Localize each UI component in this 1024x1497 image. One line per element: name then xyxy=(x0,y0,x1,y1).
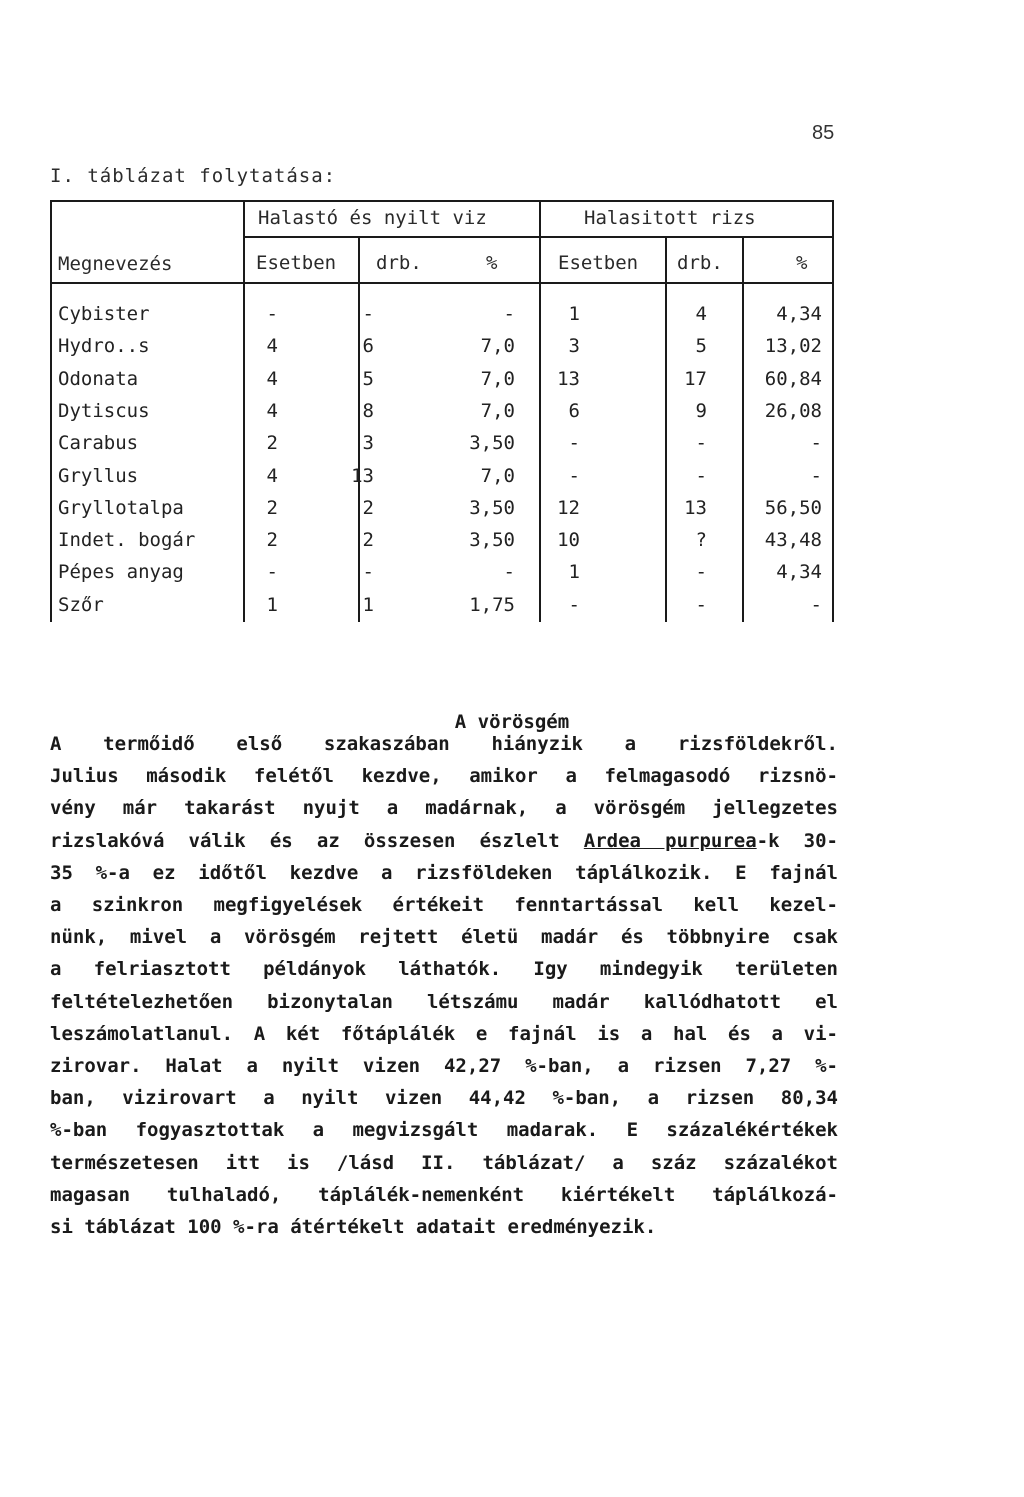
cell-percent-open-water: 7,0 xyxy=(480,335,515,358)
cell-cases-open-water: 4 xyxy=(266,367,278,390)
cell-cases-open-water: 2 xyxy=(266,496,278,519)
cell-count-rice: 9 xyxy=(695,399,707,422)
table-caption: I. táblázat folytatása: xyxy=(50,165,337,187)
paragraph-line: A termőidő első szakaszában hiányzik a rizsföldekről. xyxy=(50,733,838,755)
subheader-count-2: drb. xyxy=(677,252,723,274)
paragraph-line: Julius második felétől kezdve, amikor a felmagasodó rizsnö- xyxy=(50,765,838,788)
cell-percent-rice: 4,34 xyxy=(776,303,822,325)
cell-percent-open-water: - xyxy=(503,303,515,325)
cell-cases-open-water: 4 xyxy=(266,399,278,422)
cell-cases-rice: 6 xyxy=(568,399,580,422)
paragraph-line: rizslakóvá válik és az összesen észlelt Ardea purpurea-k 30- xyxy=(50,829,838,852)
cell-cases-rice: 3 xyxy=(568,335,580,358)
cell-cases-rice: 1 xyxy=(568,561,580,584)
cell-percent-open-water: 3,50 xyxy=(469,496,515,519)
cell-percent-open-water: 1,75 xyxy=(469,593,515,616)
group-header-rice: Halasitott rizs xyxy=(584,207,756,229)
page-number: 85 xyxy=(812,122,835,144)
cell-cases-rice: - xyxy=(568,593,580,616)
group-header-open-water: Halastó és nyilt viz xyxy=(258,207,487,229)
cell-count-open-water: 1 xyxy=(362,593,374,616)
paragraph-line: a felriasztott példányok láthatók. Igy mindegyik területen xyxy=(50,958,838,981)
cell-count-rice: - xyxy=(695,432,707,455)
cell-count-open-water: 8 xyxy=(362,399,374,422)
cell-count-open-water: - xyxy=(362,303,374,325)
cell-percent-open-water: 3,50 xyxy=(469,432,515,455)
cell-percent-open-water: 7,0 xyxy=(480,367,515,390)
paragraph-line: zirovar. Halat a nyilt vizen 42,27 %-ban, a rizsen 7,27 %- xyxy=(50,1055,838,1078)
cell-cases-open-water: 4 xyxy=(266,464,278,487)
cell-percent-rice: 43,48 xyxy=(764,529,822,552)
cell-percent-open-water: 3,50 xyxy=(469,529,515,552)
row-name: Hydro..s xyxy=(58,335,150,358)
cell-cases-open-water: 2 xyxy=(266,529,278,552)
row-name: Indet. bogár xyxy=(58,529,196,552)
cell-count-rice: - xyxy=(695,561,707,584)
subheader-cases-2: Esetben xyxy=(558,252,639,274)
subheader-cases-1: Esetben xyxy=(256,252,337,274)
paragraph-line: ban, vizirovart a nyilt vizen 44,42 %-ban, a rizsen 80,34 xyxy=(50,1087,838,1110)
paragraph-line: magasan tulhaladó, táplálék-nemenként kiértékelt táplálkozá- xyxy=(50,1183,838,1206)
row-name: Odonata xyxy=(58,367,139,390)
cell-count-open-water: 2 xyxy=(362,496,374,519)
cell-count-rice: 4 xyxy=(695,303,707,325)
cell-percent-rice: 26,08 xyxy=(764,399,822,422)
paragraph-line: 35 %-a ez időtől kezdve a rizsföldeken táplálkozik. E fajnál xyxy=(50,861,838,884)
cell-percent-rice: - xyxy=(810,464,822,487)
cell-cases-open-water: - xyxy=(266,303,278,325)
cell-percent-open-water: 7,0 xyxy=(480,399,515,422)
paragraph-line: %-ban fogyasztottak a megvizsgált madarak. E százalékértékek xyxy=(50,1119,838,1142)
cell-count-rice: - xyxy=(695,593,707,616)
cell-percent-rice: - xyxy=(810,593,822,616)
cell-percent-rice: 56,50 xyxy=(764,496,822,519)
paragraph-line: feltételezhetően bizonytalan létszámu madár kallódhatott el xyxy=(50,990,838,1013)
row-name: Carabus xyxy=(58,432,139,455)
cell-cases-open-water: 2 xyxy=(266,432,278,455)
cell-count-rice: 17 xyxy=(684,367,707,390)
cell-count-open-water: 5 xyxy=(362,367,374,390)
paragraph-line: természetesen itt is /lásd II. táblázat/ a száz százalékot xyxy=(50,1151,838,1174)
cell-percent-open-water: - xyxy=(503,561,515,584)
cell-count-open-water: 2 xyxy=(362,529,374,552)
row-name: Szőr xyxy=(58,593,104,616)
cell-cases-rice: - xyxy=(568,432,580,455)
subheader-count-1: drb. xyxy=(376,252,422,274)
cell-cases-open-water: 1 xyxy=(266,593,278,616)
row-name: Pépes anyag xyxy=(58,561,184,584)
row-name: Dytiscus xyxy=(58,399,150,422)
row-name: Gryllus xyxy=(58,464,139,487)
cell-count-open-water: 6 xyxy=(362,335,374,358)
cell-cases-open-water: - xyxy=(266,561,278,584)
cell-count-open-water: 13 xyxy=(351,464,374,487)
row-name: Gryllotalpa xyxy=(58,496,184,519)
body-paragraph xyxy=(50,728,838,1243)
cell-cases-rice: - xyxy=(568,464,580,487)
cell-count-rice: ? xyxy=(695,529,707,552)
cell-cases-rice: 1 xyxy=(568,303,580,325)
column-header-name: Megnevezés xyxy=(58,253,173,275)
paragraph-line: si táblázat 100 %-ra átértékelt adatait eredményezik. xyxy=(50,1216,657,1239)
paragraph-line: a szinkron megfigyelések értékeit fenntartással kell kezel- xyxy=(50,894,838,917)
cell-cases-rice: 10 xyxy=(557,529,580,552)
cell-cases-rice: 12 xyxy=(557,496,580,519)
subheader-percent-2: % xyxy=(796,252,808,274)
cell-count-open-water: 3 xyxy=(362,432,374,455)
cell-percent-rice: 13,02 xyxy=(764,335,822,358)
section-title: A vörösgém xyxy=(454,711,570,733)
cell-count-rice: 13 xyxy=(684,496,707,519)
cell-percent-rice: 4,34 xyxy=(776,561,822,584)
cell-count-open-water: - xyxy=(362,561,374,584)
cell-count-rice: 5 xyxy=(695,335,707,358)
cell-cases-open-water: 4 xyxy=(266,335,278,358)
row-name: Cybister xyxy=(58,303,150,325)
cell-cases-rice: 13 xyxy=(557,367,580,390)
cell-percent-rice: 60,84 xyxy=(764,367,822,390)
paragraph-line: vény már takarást nyujt a madárnak, a vörösgém jellegzetes xyxy=(50,797,838,820)
paragraph-line: leszámolatlanul. A két főtáplálék e fajnál is a hal és a vi- xyxy=(50,1022,838,1045)
species-name: Ardea purpurea xyxy=(583,829,757,852)
cell-count-rice: - xyxy=(695,464,707,487)
cell-percent-open-water: 7,0 xyxy=(480,464,515,487)
subheader-percent-1: % xyxy=(486,252,498,274)
paragraph-line: nünk, mivel a vörösgém rejtett életü madár és többnyire csak xyxy=(50,926,838,949)
cell-percent-rice: - xyxy=(810,432,822,455)
